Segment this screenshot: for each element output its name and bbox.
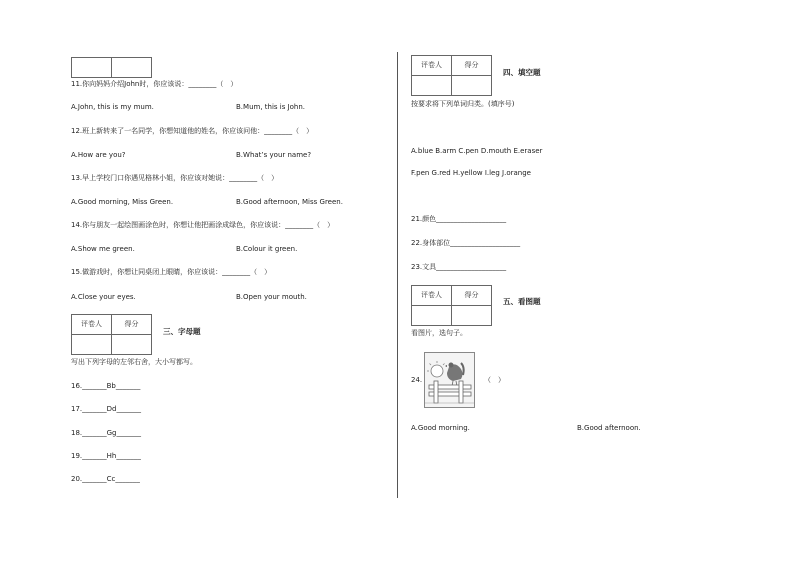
section3-instruction: 写出下列字母的左邻右舍，大小写都写。 (71, 358, 197, 366)
letter-item-16: 16._______Bb_______ (71, 382, 141, 390)
section4-title: 四、填空题 (503, 68, 541, 77)
section3-title: 三、字母题 (163, 327, 201, 336)
section3-score-table (71, 314, 152, 355)
question-24-number: 24. (411, 376, 423, 384)
option-13-b: B.Good afternoon, Miss Green. (236, 198, 343, 206)
score-table-header: 得分 (452, 286, 492, 306)
option-14-b: B.Colour it green. (236, 245, 298, 253)
fill-item-21: 21.颜色____________________ (411, 215, 507, 223)
score-table-cell (452, 76, 492, 96)
score-table-cell (72, 58, 112, 78)
option-14-a: A.Show me green. (71, 245, 135, 253)
score-table-cell (452, 306, 492, 326)
score-table-cell (72, 335, 112, 355)
section4-score-table (411, 55, 492, 96)
fill-item-23: 23.文具____________________ (411, 263, 507, 271)
score-table-cell (412, 76, 452, 96)
letter-item-19: 19._______Hh_______ (71, 452, 141, 460)
question-13: 13.早上学校门口你遇见格林小姐，你应该对她说：________（ ） (71, 174, 279, 182)
question-24-answer-paren: （ ） (484, 376, 505, 384)
score-table-cell (412, 306, 452, 326)
question-14: 14.你与朋友一起绘图画涂色时，你想让他把画涂成绿色，你应该说：________（ ） (71, 221, 335, 229)
question-15: 15.做游戏时，你想让同桌闭上眼睛，你应该说：________（ ） (71, 268, 272, 276)
score-table-header: 得分 (112, 315, 152, 335)
score-table-cell (112, 335, 152, 355)
column-divider (397, 52, 398, 498)
letter-item-20: 20._______Cc_______ (71, 475, 140, 483)
score-table-header: 评卷人 (412, 56, 452, 76)
top-score-table (71, 57, 152, 78)
score-table-header: 评卷人 (72, 315, 112, 335)
rooster-illustration (425, 353, 474, 407)
fill-item-22: 22.身体部位____________________ (411, 239, 521, 247)
section4-instruction: 按要求将下列单词归类。(填序号) (411, 100, 515, 108)
word-list-line-2: F.pen G.red H.yellow I.leg J.orange (411, 169, 531, 177)
option-15-a: A.Close your eyes. (71, 293, 136, 301)
rooster-sunrise-picture (424, 352, 475, 408)
option-12-a: A.How are you? (71, 151, 126, 159)
letter-item-17: 17._______Dd_______ (71, 405, 141, 413)
option-12-b: B.What’s your name? (236, 151, 312, 159)
option-15-b: B.Open your mouth. (236, 293, 307, 301)
option-24-a: A.Good morning. (411, 424, 470, 432)
score-table-header: 得分 (452, 56, 492, 76)
option-11-a: A.John, this is my mum. (71, 103, 154, 111)
option-11-b: B.Mum, this is John. (236, 103, 306, 111)
section5-score-table (411, 285, 492, 326)
letter-item-18: 18._______Gg_______ (71, 429, 141, 437)
section5-title: 五、看图题 (503, 297, 541, 306)
score-table-cell (112, 58, 152, 78)
section5-instruction: 看图片，选句子。 (411, 329, 467, 337)
option-13-a: A.Good morning, Miss Green. (71, 198, 174, 206)
option-24-b: B.Good afternoon. (577, 424, 641, 432)
word-list-line-1: A.blue B.arm C.pen D.mouth E.eraser (411, 147, 543, 155)
score-table-header: 评卷人 (412, 286, 452, 306)
question-11: 11.你向妈妈介绍John时，你应该说：________（ ） (71, 80, 238, 88)
question-12: 12.班上新转来了一名同学，你想知道他的姓名，你应该问他：________（ ） (71, 127, 314, 135)
